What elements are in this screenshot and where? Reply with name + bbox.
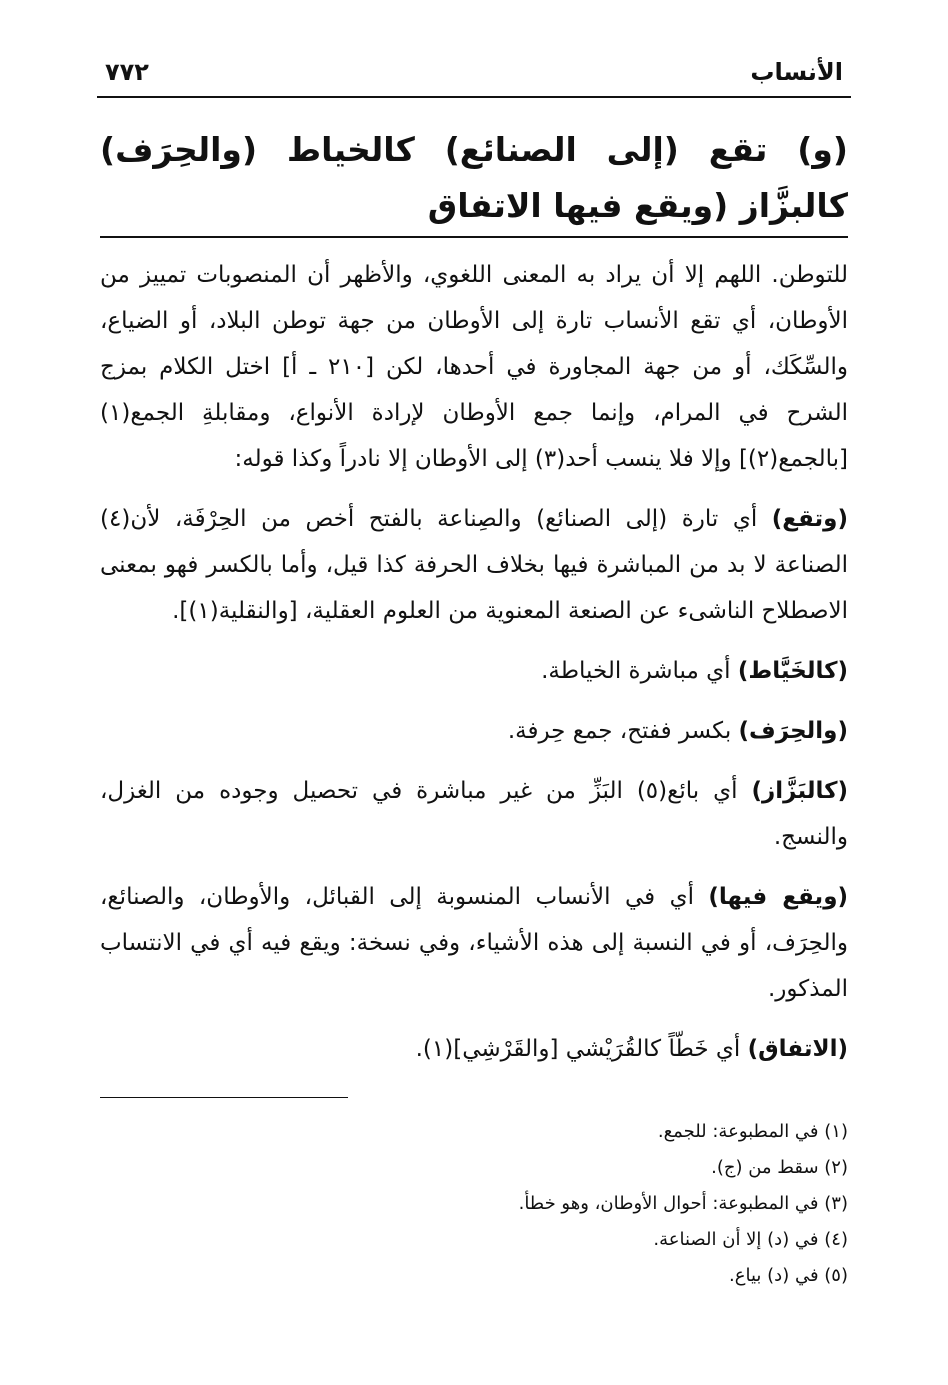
paragraph-lead: (الاتفاق) (747, 1036, 848, 1062)
paragraph-text: بكسر ففتح، جمع حِرفة. (507, 718, 739, 744)
commentary-paragraph (100, 648, 848, 694)
paragraph-lead: (كالخَيَّاط) (737, 658, 848, 684)
footnote: (١) في المطبوعة: للجمع. (657, 1121, 848, 1142)
paragraph-lead: (وتقع) (771, 506, 848, 532)
paragraph-text: للتوطن. اللهم إلا أن يراد به المعنى اللغوي، والأظهر أن المنصوبات تمييز من الأوطان، أي تقع الأنساب تارة إلى الأوطان من جهة توطن البلاد، أو الضياع، والسِّكَك، أو من جهة المجاورة في أحدها، لكن [٢١٠ ـ أ] اختل الكلام بمزج الشرح في المرام، وإنما جمع الأوطان لإرادة الأنواع، ومقابلةِ الجمع(١) [بالجمع(٢)] وإلا فلا ينسب أحد(٣) إلى الأوطان إلا نادراً وكذا قوله: (100, 262, 848, 472)
paragraph-lead: (ويقع فيها) (708, 884, 848, 910)
commentary-paragraph (100, 768, 848, 860)
commentary-paragraph (100, 1026, 848, 1072)
paragraph-text: أي مباشرة الخياطة. (541, 658, 738, 684)
page-number: ٧٧٢ (105, 58, 149, 86)
matn-rule (100, 236, 848, 238)
paragraph-text: أي في الأنساب المنسوبة إلى القبائل، والأوطان، والصنائع، والحِرَف، أو في النسبة إلى هذه الأشياء، وفي نسخة: ويقع فيه أي في الانتساب المذكور. (100, 884, 848, 1002)
paragraph-text: أي خَطّاً كالقُرَيْشي [والقَرْشِي](١). (415, 1036, 748, 1062)
page-header (97, 58, 851, 94)
paragraph-text: أي بائع(٥) البَزِّ من غير مباشرة في تحصيل وجوده من الغزل، والنسج. (100, 778, 848, 850)
header-rule (97, 96, 851, 98)
commentary (100, 252, 848, 1072)
footnote: (٥) في (د) بياع. (729, 1265, 848, 1286)
footnote-separator (100, 1097, 348, 1098)
commentary-paragraph (100, 496, 848, 634)
matn-text: (و) تقع (إلى الصنائع) كالخياط (والحِرَف) كالبزَّاز (ويقع فيها الاتفاق (100, 130, 848, 225)
running-title: الأنساب (750, 58, 843, 86)
footnotes (100, 1114, 848, 1294)
commentary-paragraph (100, 708, 848, 754)
commentary-paragraph (100, 874, 848, 1012)
footnote: (٤) في (د) إلا أن الصناعة. (653, 1229, 848, 1250)
paragraph-text: أي تارة (إلى الصنائع) والصِناعة بالفتح أخص من الحِرْفَة، لأن(٤) الصناعة لا بد من المباشرة فيها بخلاف الحرفة كذا قيل، وأما بالكسر فهو بمعنى الاصطلاح الناشىء عن الصنعة المعنوية من العلوم العقلية، [والنقلية(١)]. (100, 506, 848, 624)
commentary-paragraph (100, 252, 848, 482)
footnote: (٢) سقط من (ج). (711, 1157, 848, 1178)
paragraph-lead: (كالبَزَّاز) (751, 778, 848, 804)
paragraph-lead: (والحِرَف) (738, 718, 848, 744)
footnote: (٣) في المطبوعة: أحوال الأوطان، وهو خطأ. (518, 1193, 848, 1214)
